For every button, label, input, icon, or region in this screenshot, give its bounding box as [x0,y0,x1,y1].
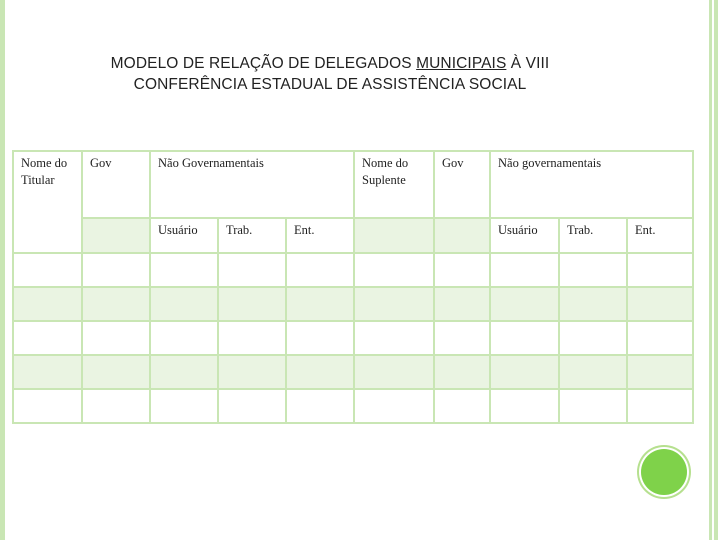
table-cell[interactable] [13,287,82,321]
subheader-gov-2-empty [434,218,490,253]
table-cell[interactable] [354,287,434,321]
table-cell[interactable] [627,389,693,423]
table-cell[interactable] [627,287,693,321]
table-cell[interactable] [286,287,354,321]
table-cell[interactable] [150,355,218,389]
delegates-table [12,150,694,424]
header-nao-governamentais-1: Não Governamentais [150,151,354,218]
table-cell[interactable] [82,253,150,287]
table-cell[interactable] [627,253,693,287]
subheader-usuario-1: Usuário [150,218,218,253]
subheader-trab-2: Trab. [559,218,627,253]
subheader-row [13,218,693,253]
table-cell[interactable] [559,321,627,355]
table-cell[interactable] [150,389,218,423]
right-frame-bar-inner [714,0,718,540]
table-row [13,321,693,355]
table-cell[interactable] [434,321,490,355]
subheader-ent-1: Ent. [286,218,354,253]
table-cell[interactable] [434,355,490,389]
header-row [13,151,693,218]
title-line-2: CONFERÊNCIA ESTADUAL DE ASSISTÊNCIA SOCIAL [133,76,527,93]
table-cell[interactable] [13,253,82,287]
table-row [13,355,693,389]
table-cell[interactable] [218,389,286,423]
table-row [13,389,693,423]
header-nome-titular: Nome do Titular [13,151,82,253]
table-cell[interactable] [354,355,434,389]
table-cell[interactable] [13,355,82,389]
table-cell[interactable] [627,321,693,355]
table-cell[interactable] [286,253,354,287]
table-cell[interactable] [218,287,286,321]
subheader-usuario-2: Usuário [490,218,559,253]
table-cell[interactable] [218,321,286,355]
table-cell[interactable] [150,253,218,287]
header-nome-suplente: Nome do Suplente [354,151,434,218]
table-cell[interactable] [559,355,627,389]
table-cell[interactable] [82,389,150,423]
table-cell[interactable] [82,287,150,321]
table-cell[interactable] [490,389,559,423]
title-line-1-suffix: À VIII [506,55,550,72]
header-nao-governamentais-2: Não governamentais [490,151,693,218]
title-line-1-prefix: MODELO DE RELAÇÃO DE DELEGADOS [110,55,417,72]
table-cell[interactable] [286,321,354,355]
header-gov-1: Gov [82,151,150,218]
page-title [20,53,640,95]
table-cell[interactable] [559,253,627,287]
table-cell[interactable] [490,287,559,321]
title-underlined-word: MUNICIPAIS [416,55,507,72]
table-cell[interactable] [434,253,490,287]
table-cell[interactable] [82,355,150,389]
table-cell[interactable] [490,253,559,287]
table-cell[interactable] [354,321,434,355]
table-row [13,253,693,287]
table-cell[interactable] [490,355,559,389]
subheader-suplente-empty [354,218,434,253]
table-cell[interactable] [559,287,627,321]
table-cell[interactable] [13,389,82,423]
right-frame-bar-outer [709,0,712,540]
table-cell[interactable] [434,287,490,321]
table-cell[interactable] [286,389,354,423]
table-cell[interactable] [218,355,286,389]
subheader-trab-1: Trab. [218,218,286,253]
table-cell[interactable] [559,389,627,423]
table-row [13,287,693,321]
header-gov-2: Gov [434,151,490,218]
table-cell[interactable] [434,389,490,423]
table-cell[interactable] [354,253,434,287]
subheader-ent-2: Ent. [627,218,693,253]
decorative-green-circle [641,449,687,495]
table-cell[interactable] [150,287,218,321]
subheader-gov-1-empty [82,218,150,253]
table-cell[interactable] [490,321,559,355]
table-cell[interactable] [150,321,218,355]
table-cell[interactable] [13,321,82,355]
left-frame-bar [0,0,5,540]
table-cell[interactable] [627,355,693,389]
table-cell[interactable] [82,321,150,355]
table-cell[interactable] [218,253,286,287]
title-line-1 [20,53,640,74]
table-cell[interactable] [354,389,434,423]
table-cell[interactable] [286,355,354,389]
